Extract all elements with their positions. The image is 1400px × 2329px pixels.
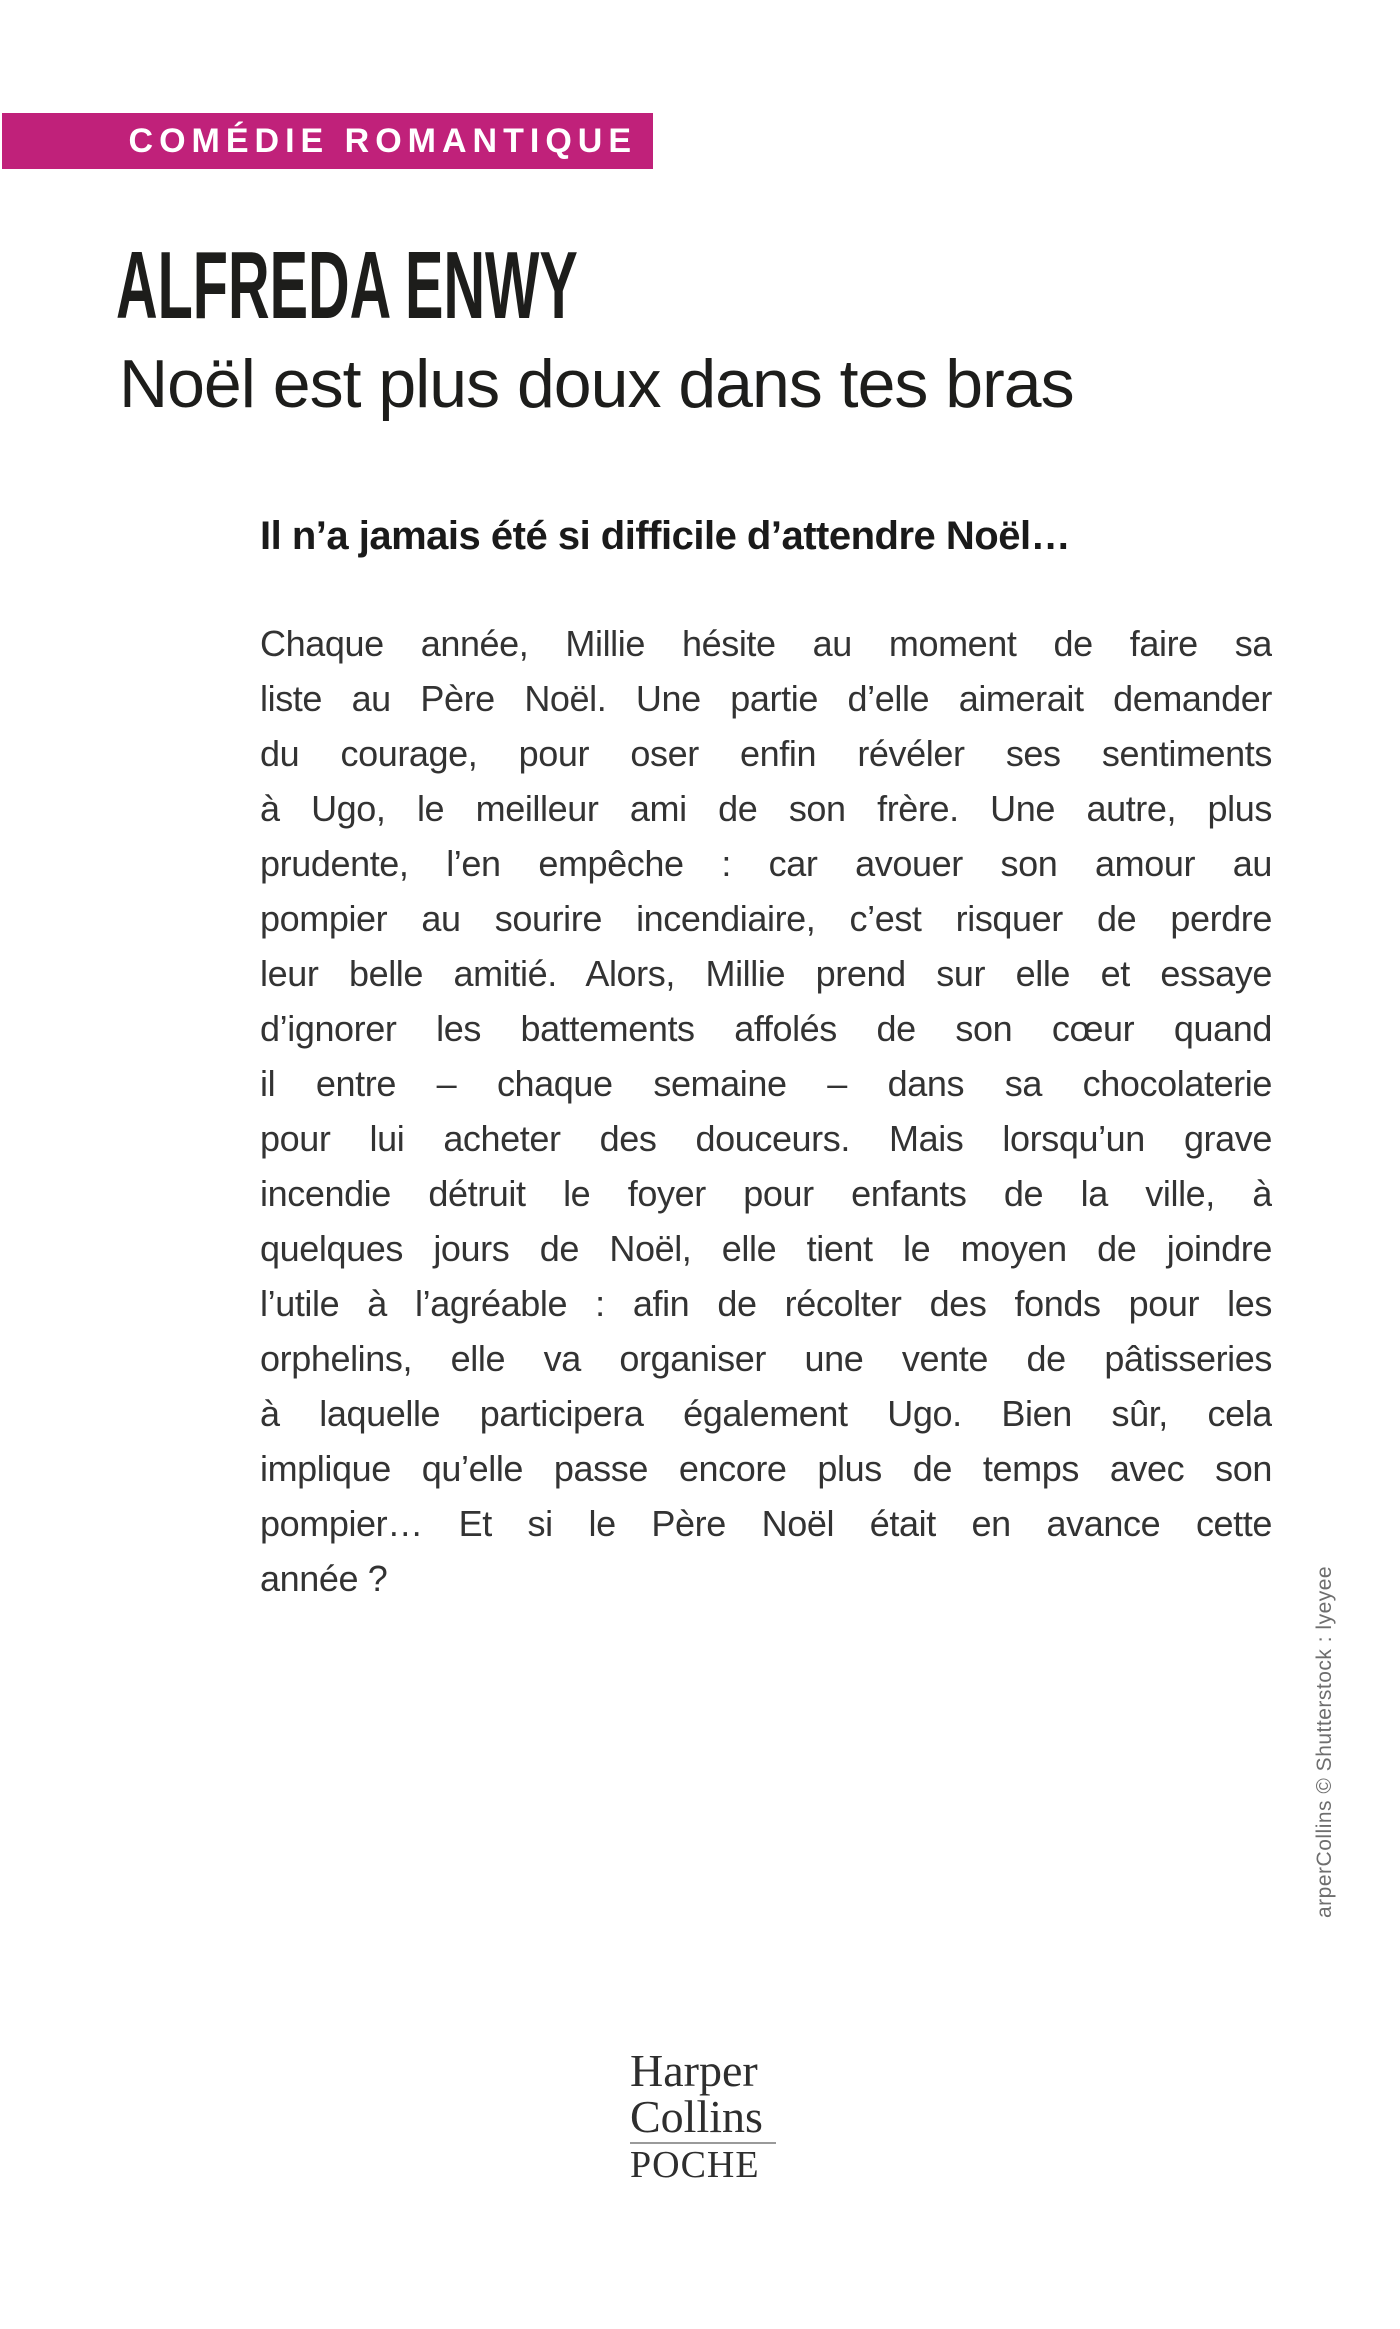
synopsis-line: il entre – chaque semaine – dans sa chocolaterie: [260, 1063, 1272, 1104]
synopsis-line: incendie détruit le foyer pour enfants de la ville, à: [260, 1173, 1272, 1214]
tagline: Il n’a jamais été si difficile d’attendre Noël…: [260, 514, 1071, 558]
synopsis-line: à laquelle participera également Ugo. Bien sûr, cela: [260, 1393, 1272, 1434]
publisher-imprint-poche: POCHE: [630, 2144, 760, 2186]
synopsis-line: orphelins, elle va organiser une vente de pâtisseries: [260, 1338, 1272, 1379]
synopsis-line: liste au Père Noël. Une partie d’elle aimerait demander: [260, 678, 1272, 719]
publisher-wordmark-harper: Harper: [630, 2045, 758, 2096]
category-banner-label: COMÉDIE ROMANTIQUE: [128, 121, 637, 160]
synopsis-line: pour lui acheter des douceurs. Mais lorsqu’un grave: [260, 1118, 1272, 1159]
category-banner: [2, 113, 653, 169]
synopsis-line: année ?: [260, 1558, 388, 1599]
synopsis-line: l’utile à l’agréable : afin de récolter des fonds pour les: [260, 1283, 1272, 1324]
publisher-logo: [630, 2045, 776, 2186]
synopsis-line: pompier… Et si le Père Noël était en avance cette: [260, 1503, 1272, 1544]
synopsis-line: quelques jours de Noël, elle tient le moyen de joindre: [260, 1228, 1272, 1269]
book-title: Noël est plus doux dans tes bras: [119, 346, 1074, 422]
synopsis-line: leur belle amitié. Alors, Millie prend sur elle et essaye: [260, 953, 1272, 994]
synopsis-line: Chaque année, Millie hésite au moment de faire sa: [260, 623, 1272, 664]
synopsis-paragraph: [260, 616, 1272, 1606]
synopsis-line: à Ugo, le meilleur ami de son frère. Une autre, plus: [260, 788, 1272, 829]
synopsis-line: du courage, pour oser enfin révéler ses sentiments: [260, 733, 1272, 774]
publisher-wordmark-collins: Collins: [630, 2091, 763, 2142]
photo-credit-vertical: arperCollins © Shutterstock : lyeyee: [1313, 1565, 1336, 1918]
synopsis-line: d’ignorer les battements affolés de son cœur quand: [260, 1008, 1272, 1049]
synopsis-line: prudente, l’en empêche : car avouer son amour au: [260, 843, 1272, 884]
synopsis-line: implique qu’elle passe encore plus de temps avec son: [260, 1448, 1272, 1489]
synopsis-line: pompier au sourire incendiaire, c’est risquer de perdre: [260, 898, 1272, 939]
author-name: ALFREDA ENWY: [116, 232, 578, 339]
